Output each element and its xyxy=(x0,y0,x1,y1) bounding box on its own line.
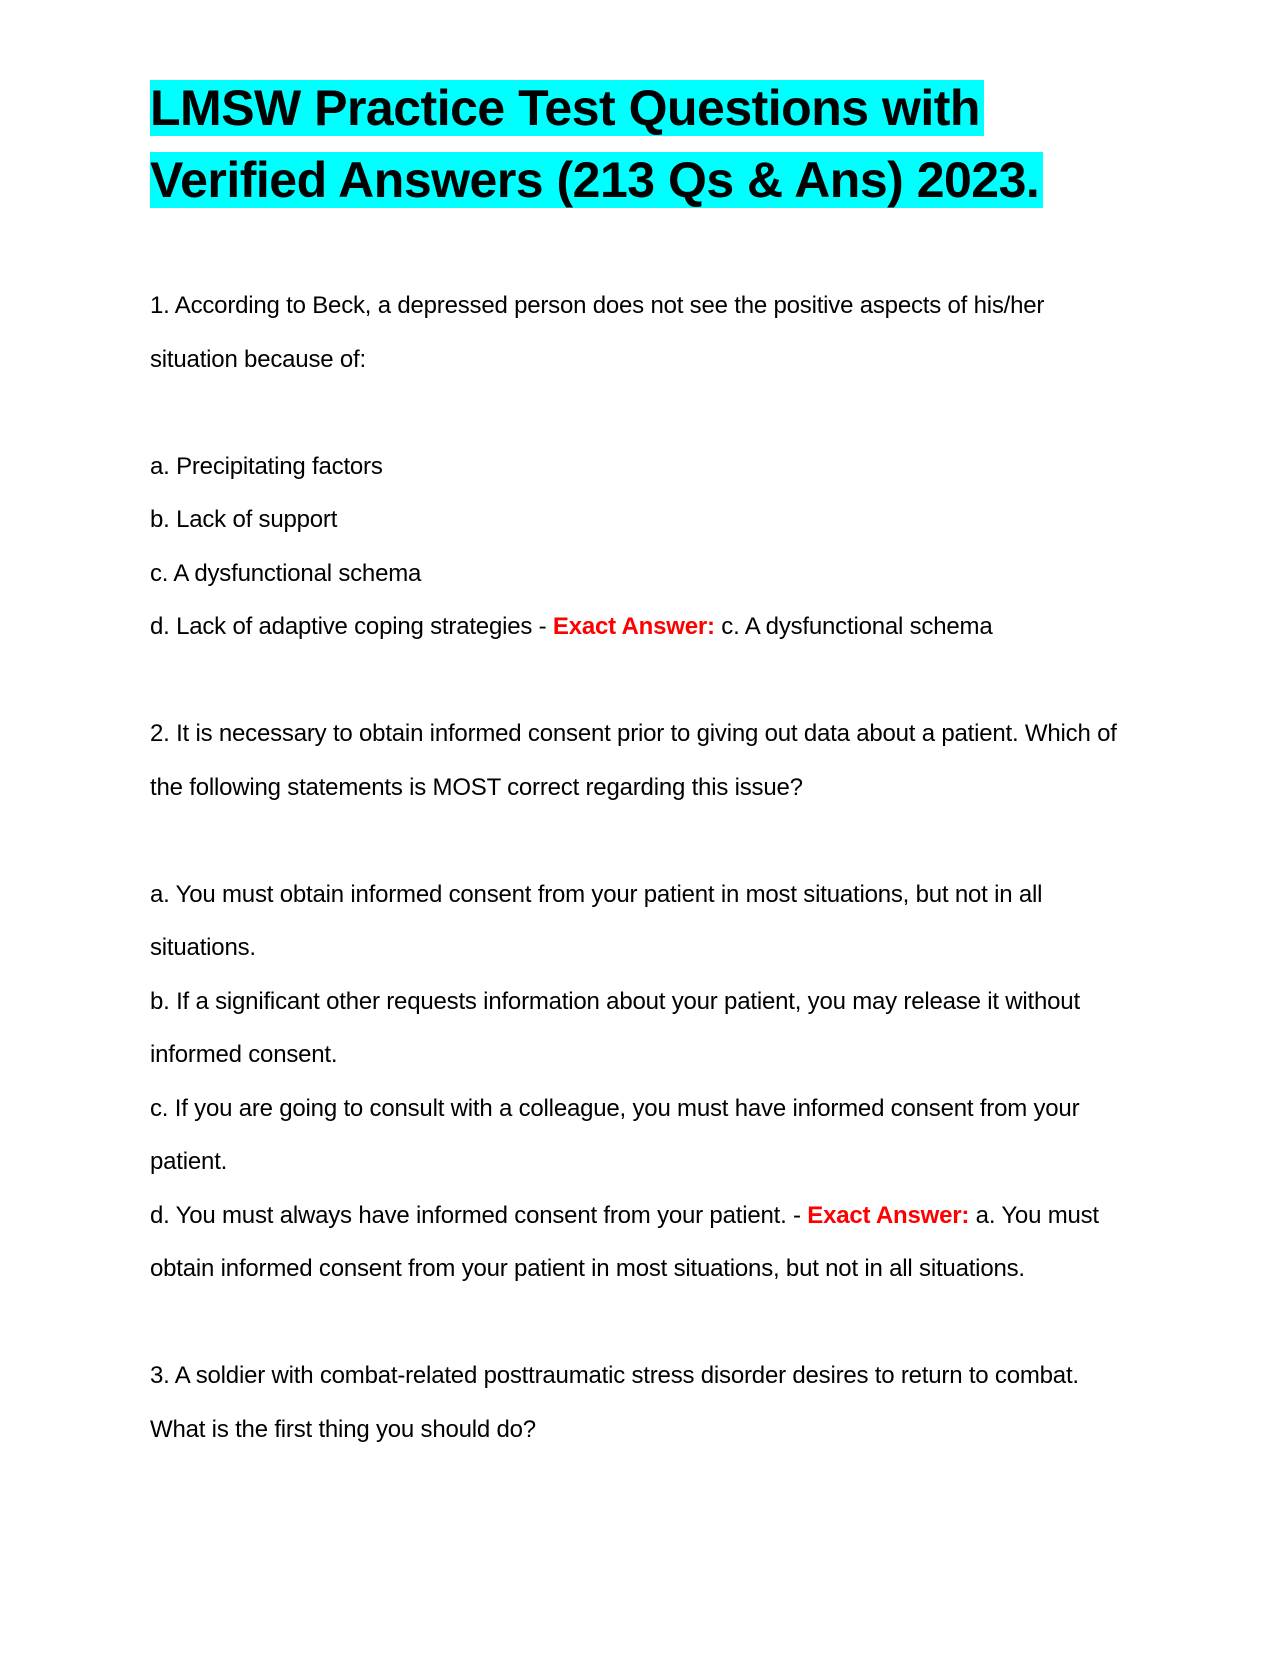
document-title xyxy=(150,72,1130,216)
title-line-2: Verified Answers (213 Qs & Ans) 2023. xyxy=(150,152,1043,208)
spacer xyxy=(150,654,1130,708)
spacer xyxy=(150,814,1130,868)
question-2-answer-label: Exact Answer: xyxy=(807,1201,970,1229)
question-2-option-d xyxy=(150,1189,1130,1296)
question-2-option-b: b. If a significant other requests information about your patient, you may release it without informed consent. xyxy=(150,987,1080,1068)
question-1-option-a: a. Precipitating factors xyxy=(150,452,383,480)
question-1-option-c: c. A dysfunctional schema xyxy=(150,559,422,587)
question-1-option-d-text: d. Lack of adaptive coping strategies - xyxy=(150,613,553,640)
question-2-option-d-text: d. You must always have informed consent from your patient. - xyxy=(150,1201,808,1229)
question-1-answer-text: c. A dysfunctional schema xyxy=(714,613,993,640)
question-1-option-b: b. Lack of support xyxy=(150,506,338,533)
question-1-stem: 1. According to Beck, a depressed person does not see the positive aspects of his/her situation because of: xyxy=(150,292,1045,373)
question-2-stem: 2. It is necessary to obtain informed consent prior to giving out data about a patient. Which of the following statements is MOST correct regarding this issue? xyxy=(150,720,1117,801)
question-1-option-d xyxy=(150,600,1130,654)
spacer xyxy=(150,386,1130,440)
question-2-option-a: a. You must obtain informed consent from your patient in most situations, but not in all situations. xyxy=(150,880,1043,961)
spacer xyxy=(150,1296,1130,1350)
question-2-option-c: c. If you are going to consult with a colleague, you must have informed consent from your patient. xyxy=(150,1094,1080,1175)
title-line-1: LMSW Practice Test Questions with xyxy=(150,80,984,136)
question-2-answer-text: a. You must obtain informed consent from your patient in most situations, but not in all situations. xyxy=(150,1201,1099,1282)
document-body xyxy=(150,279,1130,1456)
question-3-stem: 3. A soldier with combat-related posttraumatic stress disorder desires to return to combat. What is the first thing you should do? xyxy=(150,1362,1079,1443)
question-1-answer-label: Exact Answer: xyxy=(552,613,715,640)
